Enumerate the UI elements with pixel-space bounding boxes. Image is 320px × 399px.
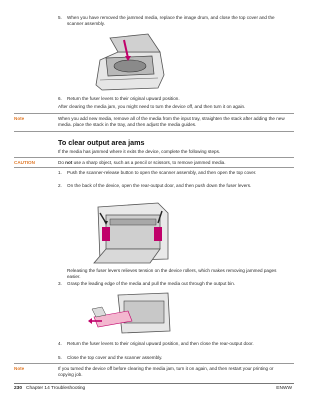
footer-rule (14, 383, 294, 384)
step-number: 6. (58, 96, 62, 101)
divider (14, 113, 294, 114)
step-number: 2. (58, 183, 62, 188)
printer-drum-illustration (88, 30, 170, 92)
chapter-title: Chapter 14 Troubleshooting (26, 386, 86, 391)
note-label: Note (14, 366, 25, 371)
step-number: 4. (58, 341, 62, 346)
paragraph: Releasing the fuser levers relieves tension on the device rollers, which makes removing jammed pages easier. (67, 268, 277, 279)
paragraph: After clearing the media jam, you might need to turn the device off, and then turn it on again. (58, 104, 246, 109)
footer-left (14, 386, 85, 392)
step-text: Close the top cover and the scanner assembly. (67, 355, 163, 360)
divider (14, 131, 294, 132)
divider (14, 157, 294, 158)
note-text: If you turned the device off before clearing the media jam, turn it on again, and then restart your printing or copying job. (58, 366, 274, 377)
footer-right: ENWW (276, 386, 292, 391)
note-label: Note (14, 116, 25, 121)
divider (14, 167, 294, 168)
step-text: Grasp the leading edge of the media and pull the media out through the output bin. (67, 281, 236, 286)
step-text: When you have removed the jammed media, replace the image drum, and close the top cover and the scanner assembly. (67, 15, 275, 26)
step-number: 5. (58, 355, 62, 360)
caution-label: CAUTION (14, 160, 35, 165)
caution-text: Do not use a sharp object, such as a pencil or scissors, to remove jammed media. (58, 160, 226, 165)
step-number: 1. (58, 170, 62, 175)
step-text: Return the fuser levers to their original upward position, and then close the rear-output door. (67, 341, 254, 346)
page-number: 230 (14, 386, 23, 391)
step-text: On the back of the device, open the rear-output door, and then push down the fuser levers. (67, 183, 252, 188)
step-number: 5. (58, 15, 62, 20)
paragraph: If the media has jammed where it exits the device, complete the following steps. (58, 149, 221, 154)
step-number: 3. (58, 281, 62, 286)
divider (14, 363, 294, 364)
pull-media-illustration (88, 291, 173, 336)
rear-door-illustration (88, 197, 173, 265)
step-text: Return the fuser levers to their original upward position. (67, 96, 180, 101)
note-text: When you add new media, remove all of the media from the input tray, straighten the stack after adding the new media. place the stack in the tray, and then adjust the media guides. (58, 116, 285, 127)
step-text: Push the scanner-release button to open the scanner assembly, and then open the top cover. (67, 170, 257, 175)
section-heading: To clear output area jams (58, 138, 145, 147)
